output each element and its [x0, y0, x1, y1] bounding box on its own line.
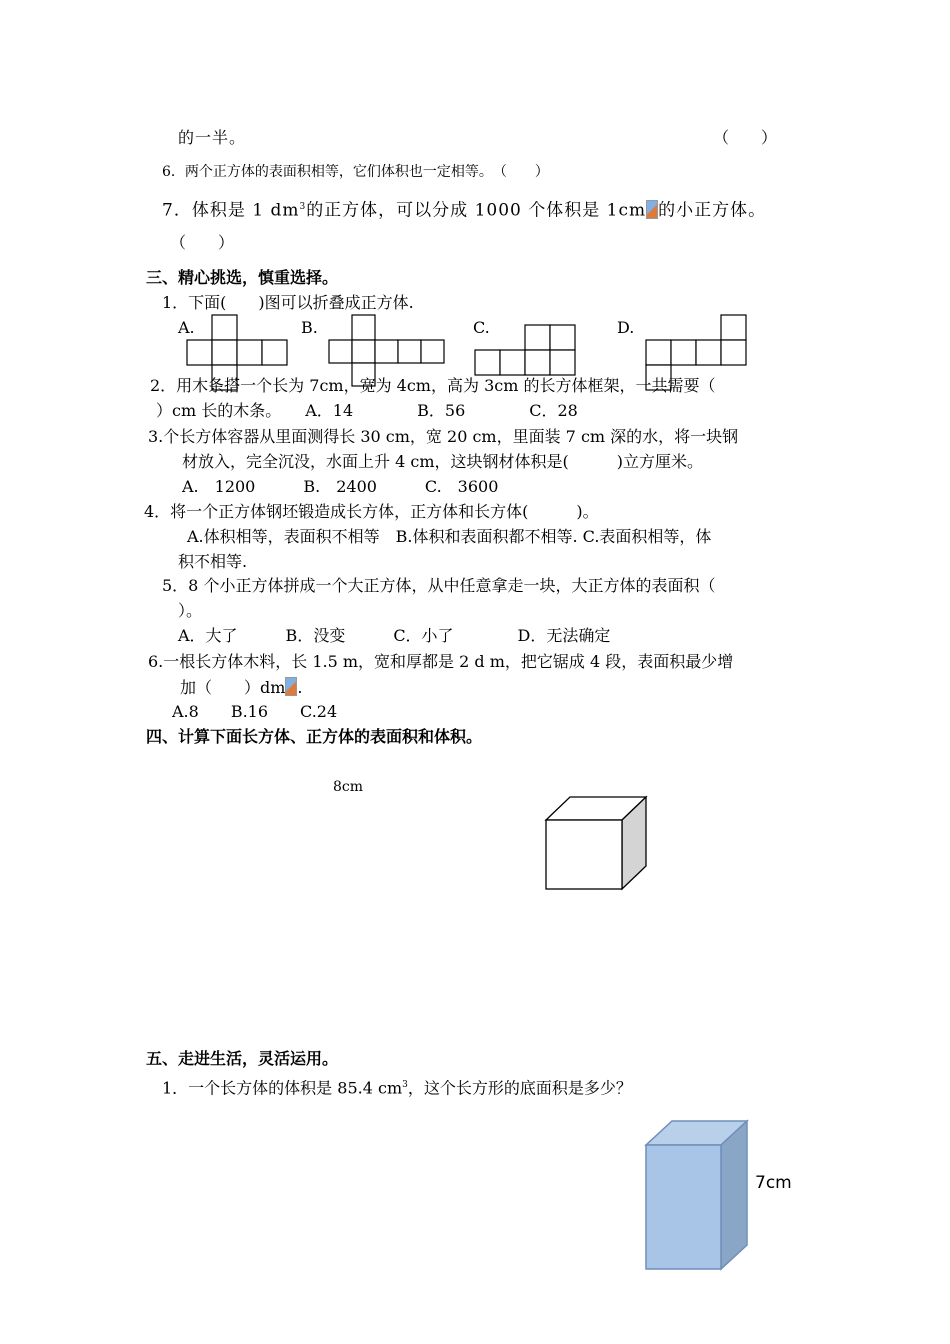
section-4-title: 四、计算下面长方体、正方体的表面积和体积。 — [146, 727, 483, 746]
tf-q6: 6．两个正方体的表面积相等，它们体积也一定相等。 （ ） — [162, 164, 549, 180]
tf-q7-part-c: 的小正方体。 — [658, 200, 767, 221]
sec3-q3-options: A. 1200 B. 2400 C. 3600 — [182, 477, 499, 496]
sec5-q1-part-b: ，这个长方形的底面积是多少？ — [407, 1078, 632, 1098]
net-c — [475, 325, 575, 375]
sec3-q1-option-d: D. — [617, 318, 635, 337]
dimension-label-8cm: 8cm — [333, 779, 364, 795]
sec3-q6-options: A.8 B.16 C.24 — [172, 702, 338, 721]
section-5-title: 五、走进生活，灵活运用。 — [146, 1049, 339, 1068]
sec3-q3-line1: 3.个长方体容器从里面测得长 30 cm，宽 20 cm，里面装 7 cm 深的水，将一块钢 — [148, 427, 739, 446]
sec3-q5-line2: ）。 — [178, 601, 203, 620]
sec5-q1 — [162, 1075, 632, 1098]
sec3-q4-line1: 4．将一个正方体钢坯锻造成长方体，正方体和长方体( )。 — [144, 502, 599, 521]
sec3-q1-option-b: B. — [301, 318, 318, 337]
sec3-q3-line2: 材放入，完全沉没，水面上升 4 cm，这块钢材体积是( )立方厘米。 — [182, 452, 703, 471]
sec3-q6-line2-end: . — [297, 678, 303, 697]
tf-q7-part-b: 的正方体，可以分成 1000 个体积是 1cm — [306, 200, 647, 221]
tf-q5-continuation: 的一半。 — [178, 128, 247, 147]
sec3-q5-options: A．大了 B．没变 C．小了 D．无法确定 — [178, 626, 611, 645]
section-3-title: 三、精心挑选，慎重选择。 — [146, 268, 339, 287]
sec3-q6-line2 — [180, 677, 303, 698]
cube-figure — [546, 797, 646, 889]
sec3-q6-line2-text: 加（ ）dm — [180, 678, 286, 697]
sec5-q1-part-a: 1．一个长方体的体积是 85.4 cm — [162, 1078, 403, 1098]
tf-q7-part-a: 7．体积是 1 dm — [162, 200, 300, 221]
tf-q7-superscript: 3 — [299, 202, 307, 212]
dimension-label-7cm: 7cm — [755, 1173, 792, 1193]
sec3-q4-line3: 积不相等. — [178, 552, 248, 571]
broken-image-icon — [285, 677, 297, 696]
cuboid-figure — [646, 1121, 747, 1269]
sec3-q1-option-c: C. — [473, 318, 490, 337]
sec3-q5-line1: 5．8 个小正方体拼成一个大正方体，从中任意拿走一块，大正方体的表面积（ — [162, 576, 716, 595]
sec5-q1-superscript: 3 — [402, 1080, 408, 1090]
sec3-q6-line1: 6.一根长方体木料，长 1.5 m，宽和厚都是 2 d m，把它锯成 4 段，表面积最少增 — [148, 652, 734, 671]
sec3-q2-line1: 2．用木条搭一个长为 7cm，宽为 4cm，高为 3cm 的长方体框架，一共需要（ — [150, 376, 716, 395]
tf-q7-answer-paren: （ ） — [170, 233, 235, 252]
sec3-q2-line2: ）cm 长的木条。 A．14 B．56 C．28 — [156, 401, 578, 420]
sec3-q1-option-a: A. — [178, 318, 195, 337]
tf-q5-answer-paren: （ ） — [713, 128, 778, 147]
sec3-q1: 1．下面( )图可以折叠成正方体. — [162, 293, 414, 312]
sec3-q4-line2: A.体积相等，表面积不相等 B.体积和表面积都不相等. C.表面积相等，体 — [187, 527, 712, 546]
